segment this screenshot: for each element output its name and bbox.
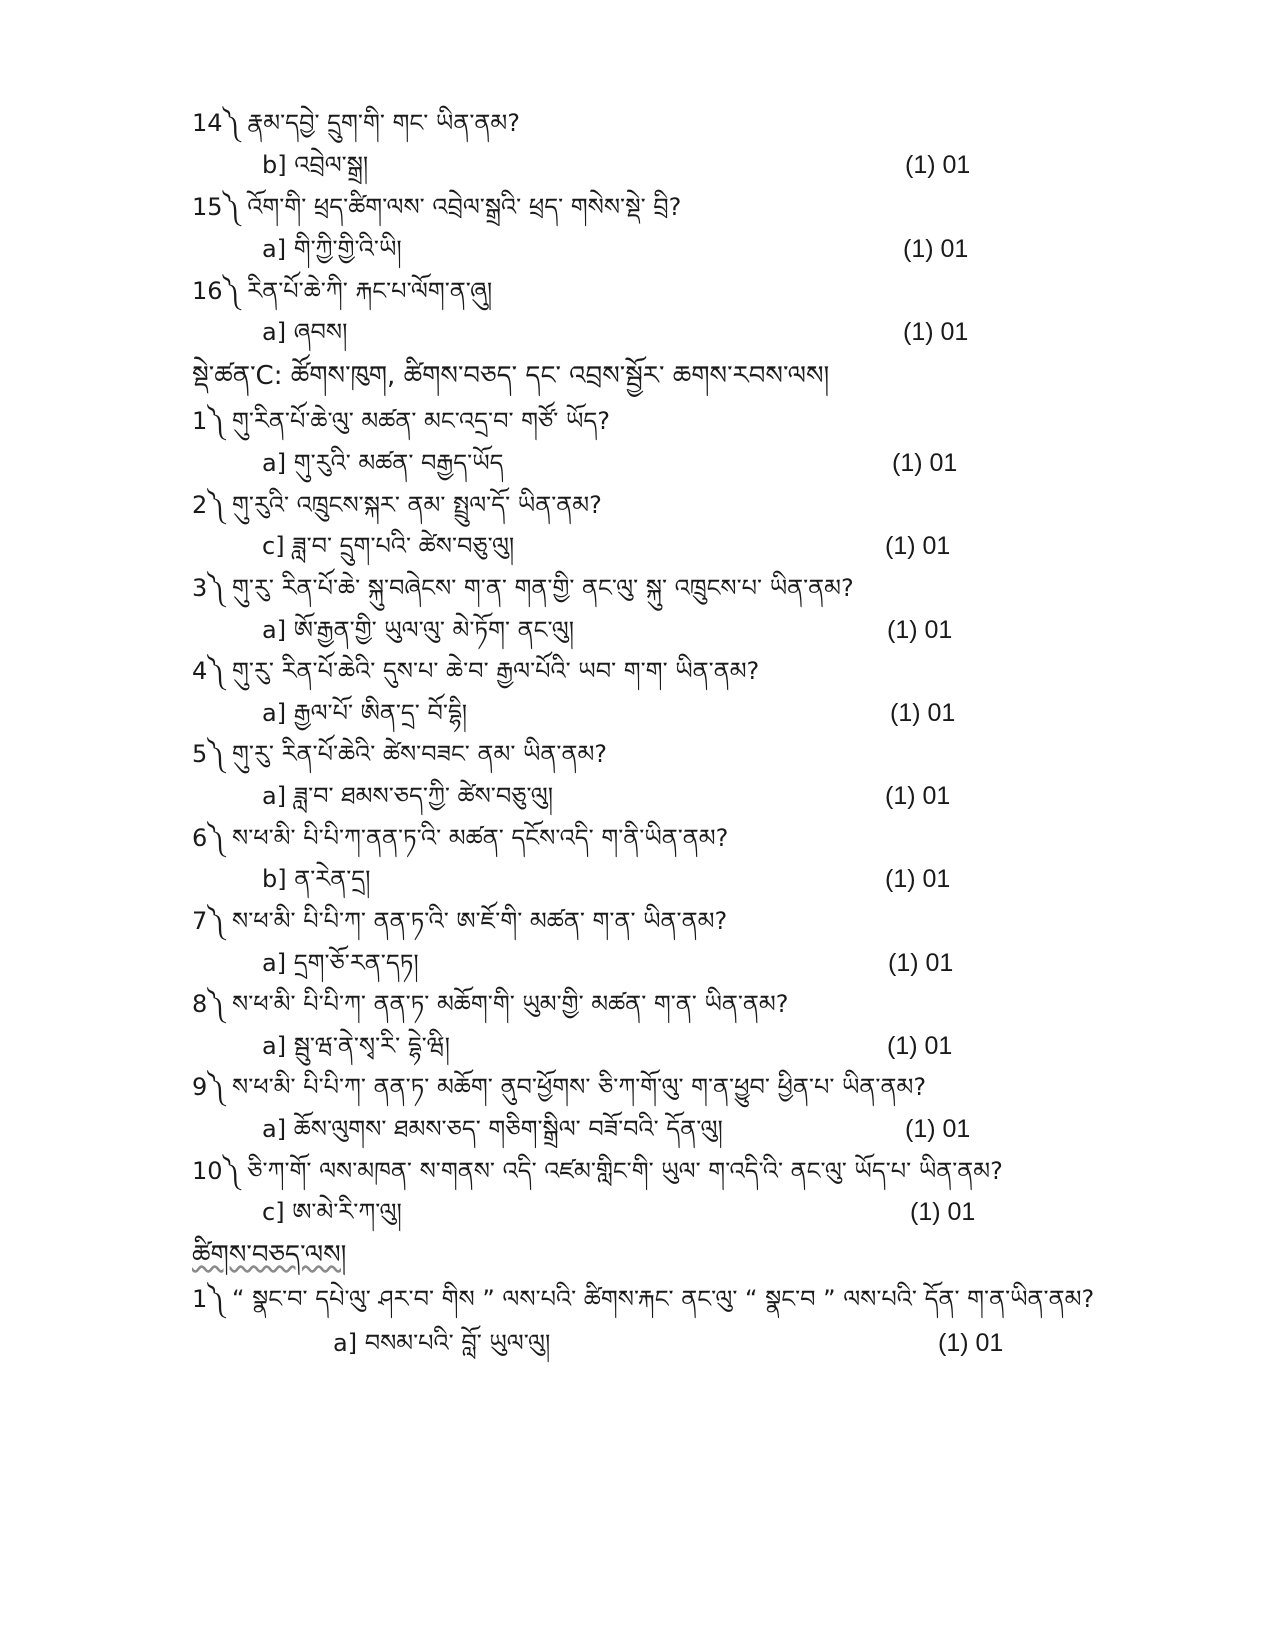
section-c-heading: སྡེ་ཚན་C: ཚོགས་ཁུག, ཚིགས་བཅད་ དང་ འབྲས་སྦྱོར་ ཆགས་རབས་ལས། (192, 361, 830, 391)
question-16: 16༽ རིན་པོ་ཆེ་ཀི་ རྐང་པ་ལོག་ན་ཞུ། (192, 277, 493, 305)
answer-c5: a] ཟླ་བ་ ཐམས་ཅད་ཀྱི་ ཚེས་བཅུ་ལུ། (262, 782, 554, 810)
mark-c7: (1) 01 (888, 949, 954, 977)
answer-c9: a] ཆོས་ལུགས་ ཐམས་ཅད་ གཅིག་སྒྲིལ་ བཟོ་བའི་ དོན་ལུ། (262, 1115, 723, 1143)
answer-verse-1: a] བསམ་པའི་ བློ་ ཡུལ་ལུ། (333, 1329, 551, 1357)
verse-section-heading: ཚིགས་བཅད་ལས། (192, 1240, 347, 1270)
answer-c3: a] ཨོ་རྒྱན་གྱི་ ཡུལ་ལུ་ མེ་ཏོག་ ནང་ལུ། (262, 616, 575, 644)
question-c1: 1༽ གུ་རིན་པོ་ཆེ་ལུ་ མཚན་ མང་འདྲ་བ་ གཙོ་ ཡོད? (192, 407, 610, 435)
question-c3: 3༽ གུ་རུ་ རིན་པོ་ཆེ་ སྐུ་བཞེངས་ ག་ན་ གན་གྱི་ ནང་ལུ་ སྐུ་ འཁྲུངས་པ་ ཡིན་ནམ? (192, 574, 854, 602)
mark-15: (1) 01 (903, 235, 969, 263)
mark-c9: (1) 01 (905, 1115, 971, 1143)
answer-c1: a] གུ་རུའི་ མཚན་ བརྒྱད་ཡོད (262, 449, 504, 477)
mark-c6: (1) 01 (885, 865, 951, 893)
question-c9: 9༽ ས་ཕ་མི་ པི་པི་ཀ་ ནན་ཏ་ མཆོག་ ནུབ་ཕྱོགས་ ཅི་ཀ་གོ་ལུ་ ག་ན་ཕྱུབ་ ཕྱིན་པ་ ཡིན་ནམ? (192, 1073, 927, 1101)
mark-c5: (1) 01 (885, 782, 951, 810)
answer-15: a] གི་ཀྱི་གྱི་འི་ཡི། (262, 235, 402, 263)
answer-c4: a] རྒྱལ་པོ་ ཨིན་དྲ་ བོ་དྷི། (262, 699, 468, 727)
question-14: 14༽ རྣམ་དབྱེ་ དྲུག་གི་ གང་ ཡིན་ནམ? (192, 109, 520, 137)
mark-c3: (1) 01 (887, 616, 953, 644)
question-c2: 2༽ གུ་རུའི་ འཁྲུངས་སྐར་ ནམ་ སྤྲུལ་དོ་ ཡིན་ནམ? (192, 491, 602, 519)
answer-14: b] འབྲེལ་སྒྲ། (262, 151, 369, 179)
question-15: 15༽ འོག་གི་ ཕྲད་ཚིག་ལས་ འབྲེལ་སྒྲའི་ ཕྲད་ གསེས་སྡེ་ བྲི? (192, 193, 682, 221)
question-c7: 7༽ ས་ཕ་མི་ པི་པི་ཀ་ ནན་ཏ་འི་ ཨ་ཇོ་གི་ མཚན་ ག་ན་ ཡིན་ནམ? (192, 907, 728, 935)
answer-c8: a] སྦུ་ཝ་ནེ་སྭ་རི་ དྷེ་ཝི། (262, 1032, 450, 1060)
mark-verse-1: (1) 01 (938, 1329, 1004, 1357)
question-c8: 8༽ ས་ཕ་མི་ པི་པི་ཀ་ ནན་ཏ་ མཆོག་གི་ ཡུམ་གྱི་ མཚན་ ག་ན་ ཡིན་ནམ? (192, 990, 789, 1018)
question-c10: 10༽ ཅི་ཀ་གོ་ ལས་མཁན་ ས་གནས་ འདི་ འཛམ་གླིང་གི་ ཡུལ་ ག་འདི་འི་ ནང་ལུ་ ཡོད་པ་ ཡིན་ནམ? (192, 1157, 1003, 1185)
answer-c10: c] ཨ་མེ་རི་ཀ་ལུ། (262, 1198, 402, 1226)
mark-c8: (1) 01 (887, 1032, 953, 1060)
answer-c2: c] ཟླ་བ་ དྲུག་པའི་ ཚེས་བཅུ་ལུ། (262, 532, 515, 560)
question-verse-1: 1༽ “ སྣང་བ་ དཔེ་ལུ་ ཤར་བ་ གིས ” ལས་པའི་ ཚིགས་རྐང་ ནང་ལུ་ “ སྣང་བ ” ལས་པའི་ དོན་ ག་ན་ཡིན་ནམ? (192, 1285, 1095, 1313)
mark-c1: (1) 01 (892, 449, 958, 477)
mark-c2: (1) 01 (885, 532, 951, 560)
answer-c6: b] ན་རེན་དྲ། (262, 865, 371, 893)
mark-14: (1) 01 (905, 151, 971, 179)
answer-c7: a] དྲག་ཅོ་རན་དཏ། (262, 949, 419, 977)
mark-16: (1) 01 (903, 318, 969, 346)
mark-c10: (1) 01 (910, 1198, 976, 1226)
question-c4: 4༽ གུ་རུ་ རིན་པོ་ཆེའི་ དུས་པ་ ཆེ་བ་ རྒྱལ་པོའི་ ཡབ་ ག་ག་ ཡིན་ནམ? (192, 657, 760, 685)
question-c6: 6༽ ས་ཕ་མི་ པི་པི་ཀ་ནན་ཏ་འི་ མཚན་ དངོས་འདི་ ག་ནི་ཡིན་ནམ? (192, 824, 729, 852)
answer-16: a] ཞབས། (262, 318, 348, 346)
question-c5: 5༽ གུ་རུ་ རིན་པོ་ཆེའི་ ཚེས་བཟང་ ནམ་ ཡིན་ནམ? (192, 740, 608, 768)
mark-c4: (1) 01 (890, 699, 956, 727)
